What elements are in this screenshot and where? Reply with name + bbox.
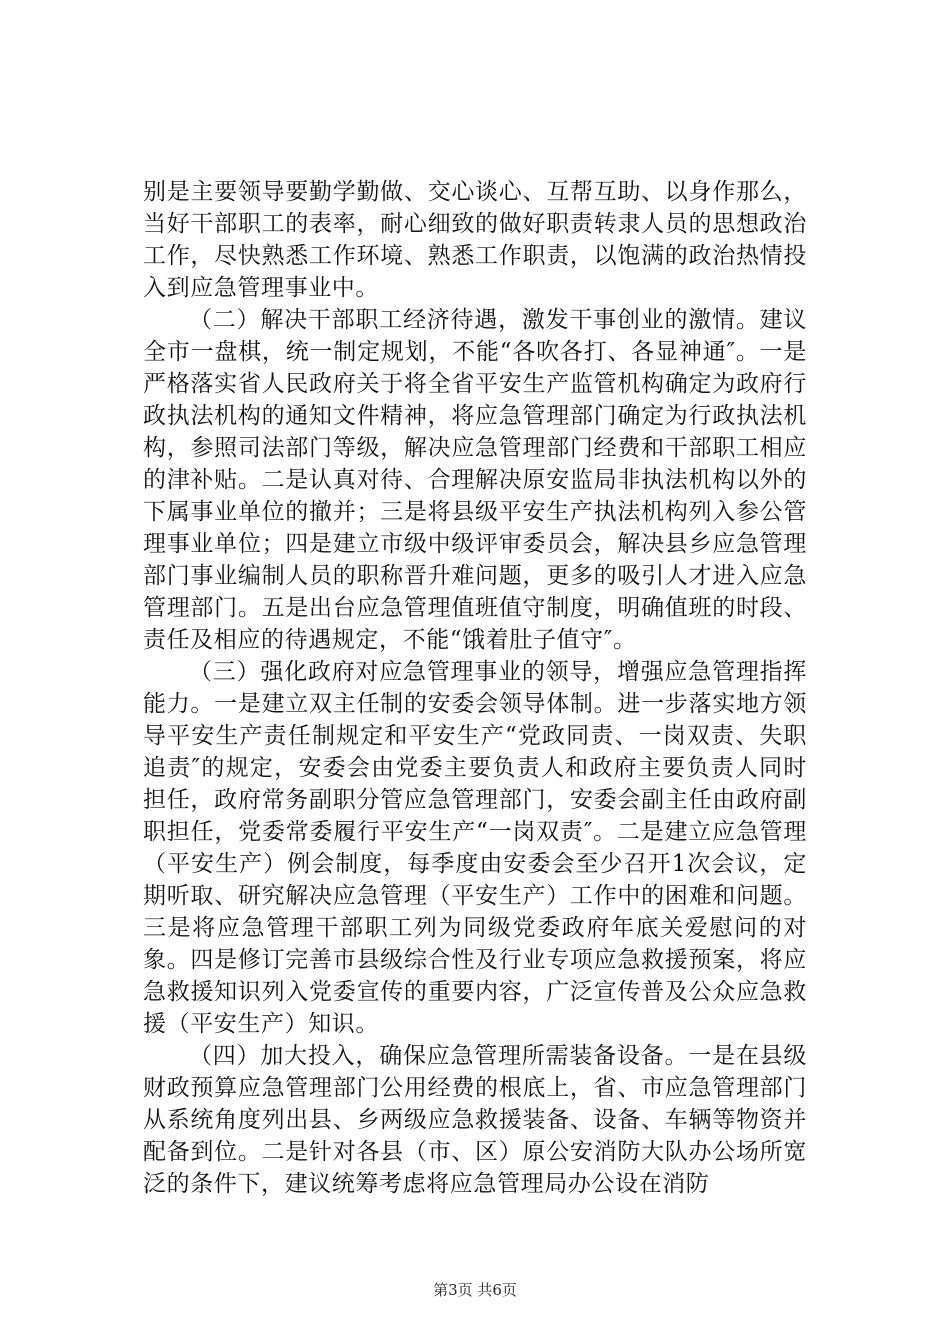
paragraph-section-2: （二）解决干部职工经济待遇，激发干事创业的激情。建议全市一盘棋，统一制定规划，不能“各吹各打、各显神通″。一是严格落实省人民政府关于将全省平安生产监管机构确定为政府行政执法机构的通知文件精神，将应急管理部门确定为行政执法机构，参照司法部门等级，解决应急管理部门经费和干部职工相应的津补贴。二是认真对待、合理解决原安监局非执法机构以外的下属事业单位的撤并；三是将县级平安生产执法机构列入参公管理事业单位；四是建立市级中级评审委员会，解决县乡应急管理部门事业编制人员的职称晋升难问题，更多的吸引人才进入应急管理部门。五是出台应急管理值班值守制度，明确值班的时段、责任及相应的待遇规定，不能“饿着肚子值守″。 [143,307,807,653]
document-body [143,176,807,1200]
paragraph-section-4: （四）加大投入，确保应急管理所需装备设备。一是在县级财政预算应急管理部门公用经费的根底上，省、市应急管理部门从系统角度列出县、乡两级应急救援装备、设备、车辆等物资并配备到位。二是针对各县（市、区）原公安消防大队办公场所宽泛的条件下，建议统筹考虑将应急管理局办公设在消防 [143,1043,807,1197]
paragraph-section-3: （三）强化政府对应急管理事业的领导，增强应急管理指挥能力。一是建立双主任制的安委会领导体制。进一步落实地方领导平安生产责任制规定和平安生产“党政同责、一岗双责、失职追责″的规定，安委会由党委主要负责人和政府主要负责人同时担任，政府常务副职分管应急管理部门，安委会副主任由政府副职担任，党委常委履行平安生产“一岗双责″。二是建立应急管理（平安生产）例会制度，每季度由安委会至少召开1次会议，定期听取、研究解决应急管理（平安生产）工作中的困难和问题。三是将应急管理干部职工列为同级党委政府年底关爱慰问的对象。四是修订完善市县级综合性及行业专项应急救援预案，将应急救援知识列入党委宣传的重要内容，广泛宣传普及公众应急救援（平安生产）知识。 [143,659,807,1037]
paragraph-continuation: 别是主要领导要勤学勤做、交心谈心、互帮互助、以身作那么，当好干部职工的表率，耐心细致的做好职责转隶人员的思想政治工作，尽快熟悉工作环境、熟悉工作职责，以饱满的政治热情投入到应急管理事业中。 [143,179,807,301]
page-number-footer: 第3页 共6页 [433,1281,517,1299]
